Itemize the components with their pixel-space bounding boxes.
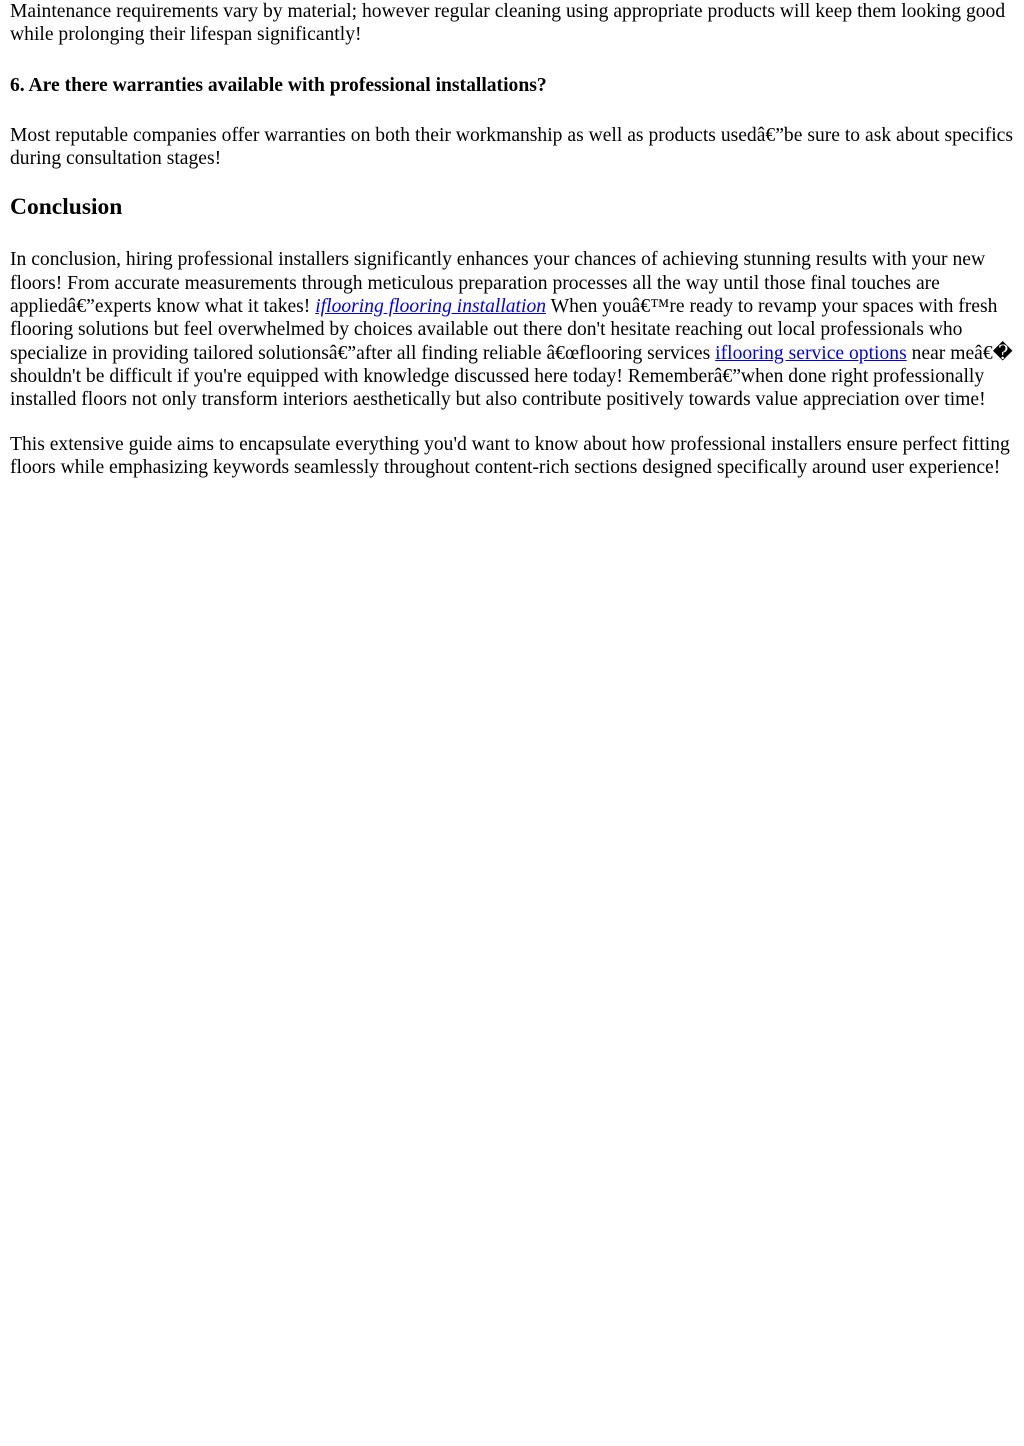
conclusion-heading: Conclusion [10,194,123,221]
conclusion-paragraph [10,248,1014,411]
maintenance-paragraph: Maintenance requirements vary by material; however regular cleaning using appropriate products will keep them looking good while prolonging their lifespan significantly! [10,1,1006,46]
conclusion-text-3: near meâ€� shouldn't be difficult if you're equipped with knowledge discussed here today! Rememberâ€”when done right professionally installed floors not only transform interiors aesthetically but also contribute positively towards value appreciation over time! [10,342,1013,411]
guide-summary-paragraph: This extensive guide aims to encapsulate everything you'd want to know about how professional installers ensure perfect fitting floors while emphasizing keywords seamlessly throughout content-rich sections designed specifically around user experience! [10,433,1010,478]
iflooring-installation-link[interactable]: iflooring flooring installation [315,296,547,318]
conclusion-text-1: In conclusion, hiring professional installers significantly enhances your chances of achieving stunning results with your new floors! From accurate measurements through meticulous preparation processes all the way until those final touches are appliedâ€”experts know what it takes! [10,249,986,318]
faq-6-heading: 6. Are there warranties available with professional installations? [10,74,547,96]
article-body [10,0,1014,479]
conclusion-text-2: When youâ€™re ready to revamp your spaces with fresh flooring solutions but feel overwhelmed by choices available out there don't hesitate reaching out local professionals who specialize in providing tailored solutionsâ€”after all finding reliable â€œflooring services [10,296,998,364]
iflooring-service-options-link[interactable]: iflooring service options [715,342,907,364]
faq-6-answer: Most reputable companies offer warranties on both their workmanship as well as products usedâ€”be sure to ask about specifics during consultation stages! [10,124,1013,170]
